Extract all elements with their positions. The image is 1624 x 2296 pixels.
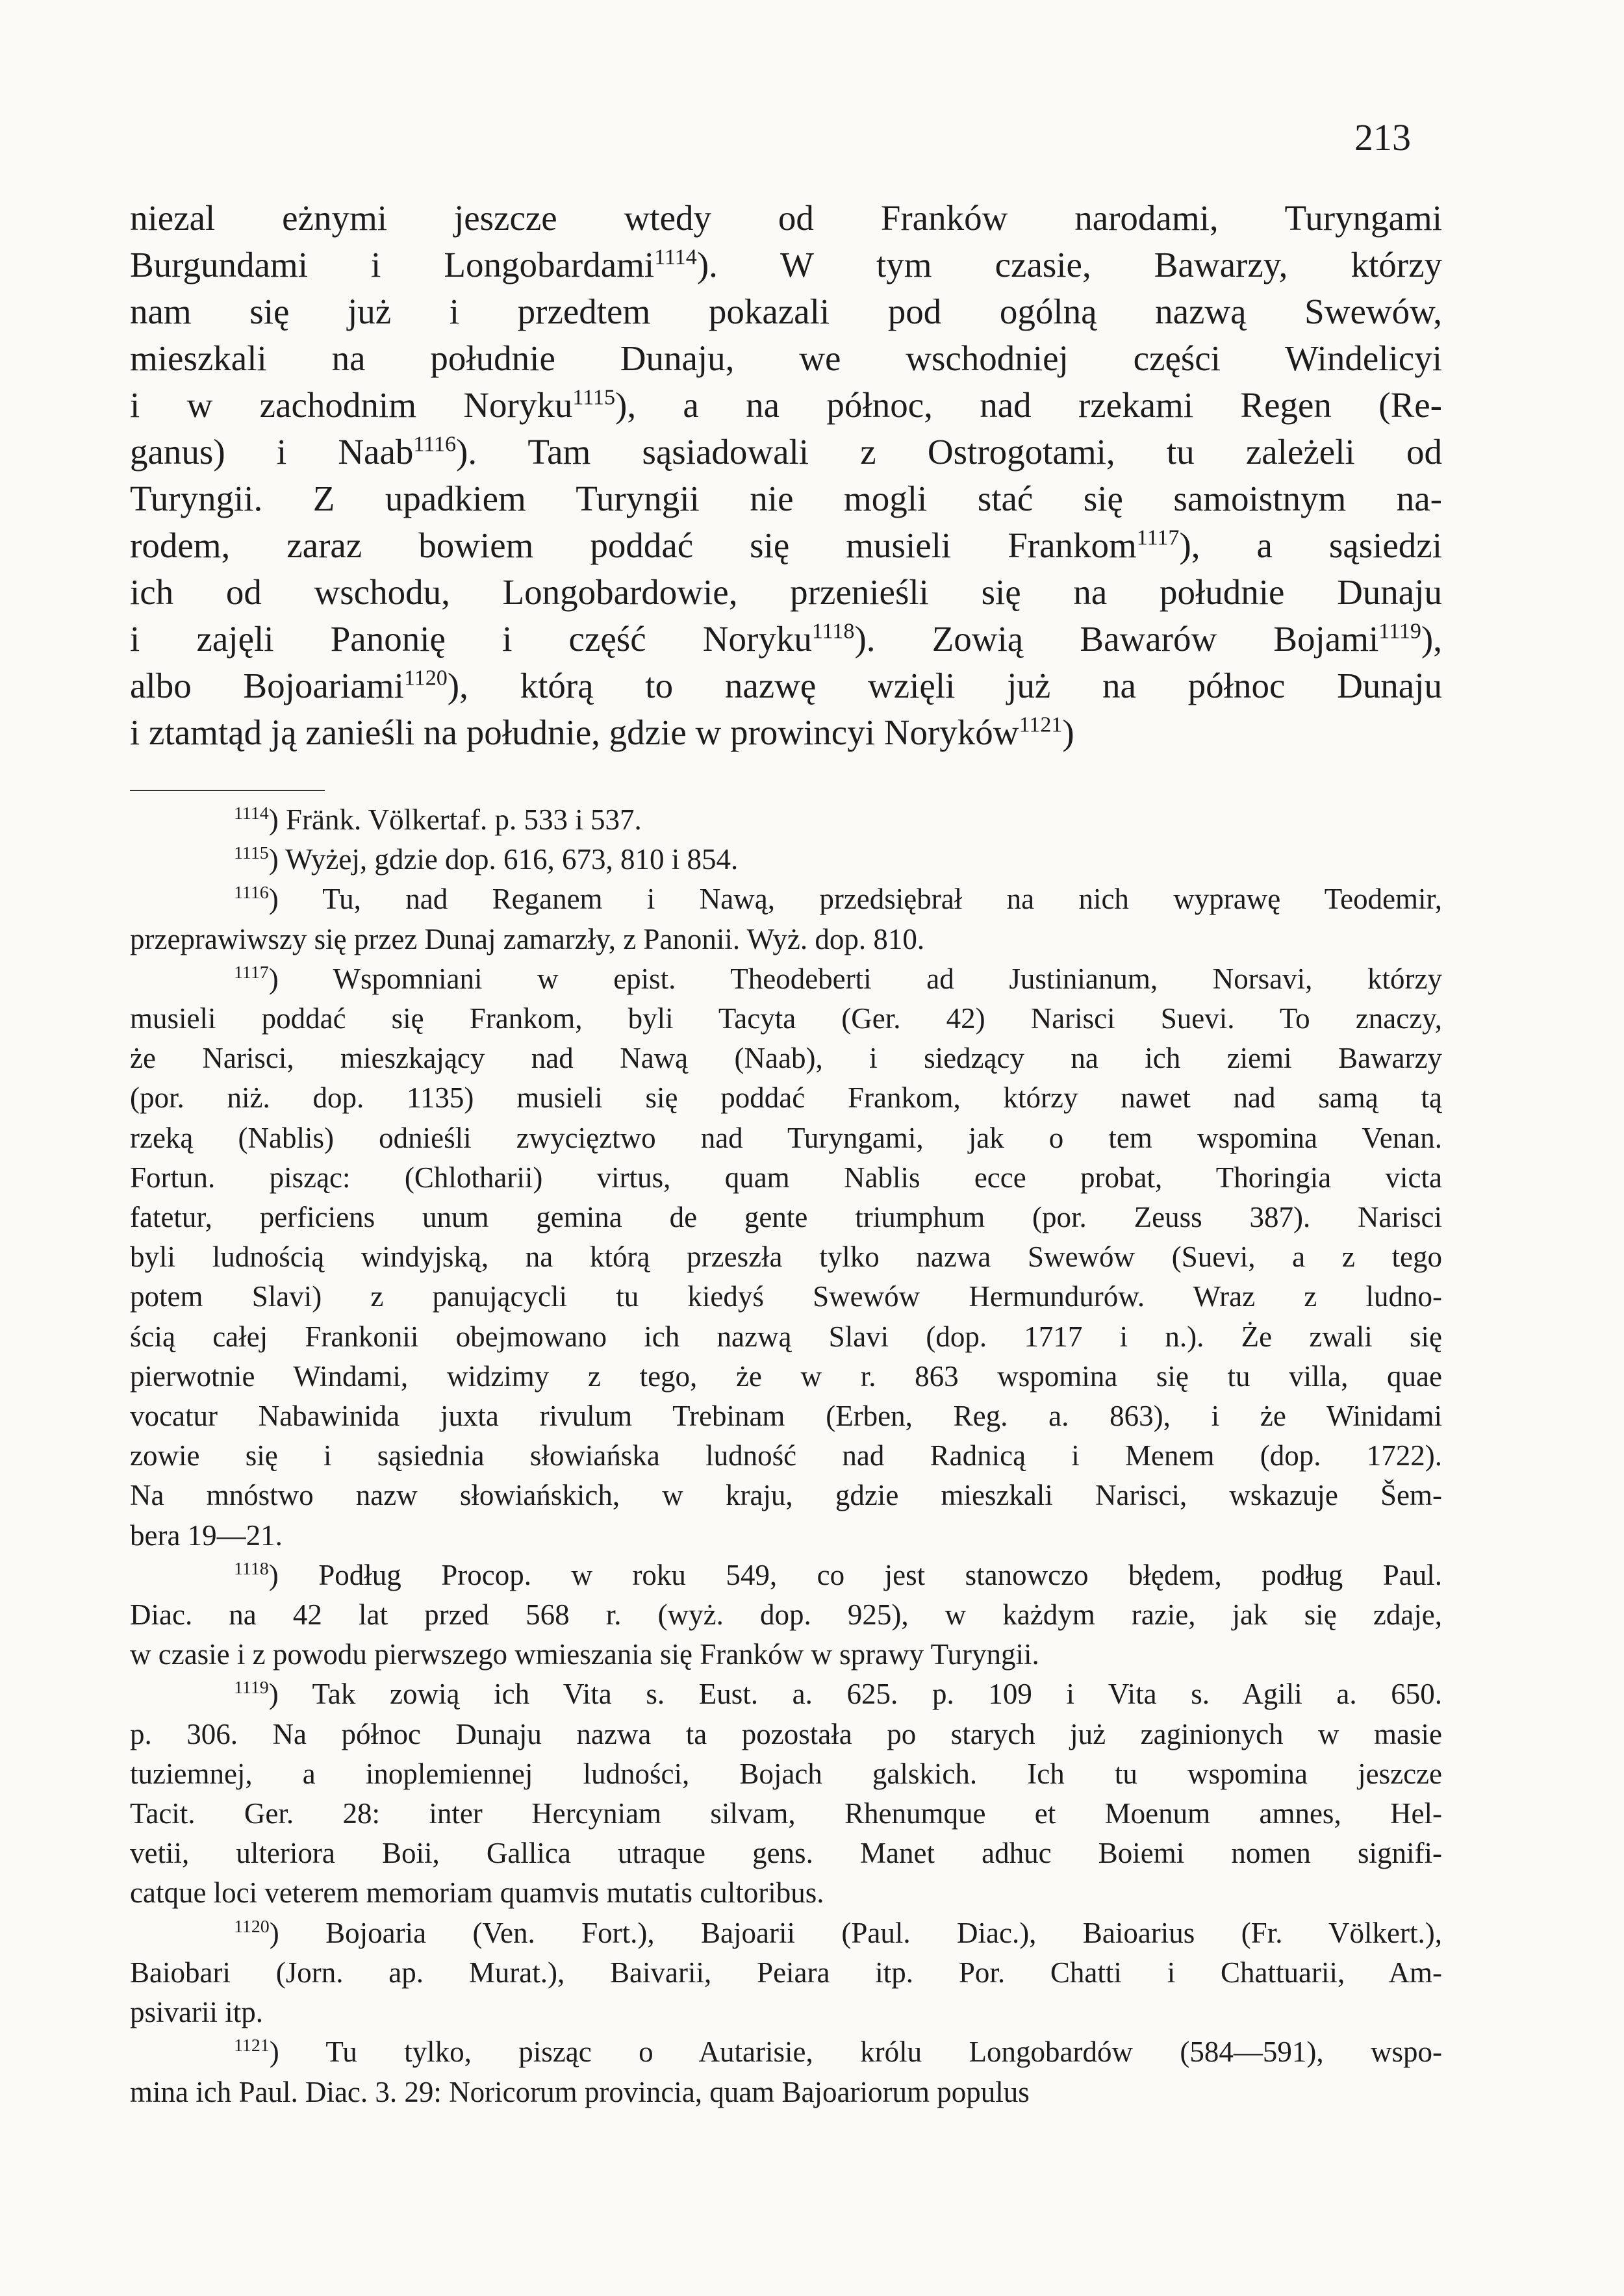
footnote-1117 xyxy=(130,959,1442,1556)
text-segment: ich od wschodu, Longobardowie, przenieśli się na południe Dunaju xyxy=(130,572,1442,612)
footnote-text: byli ludnością windyjską, na którą przeszła tylko nazwa Swewów (Suevi, a z tego xyxy=(130,1241,1442,1274)
footnote-line xyxy=(130,1436,1442,1476)
footnote-text: vocatur Nabawinida juxta rivulum Trebinam (Erben, Reg. a. 863), i że Winidami xyxy=(130,1400,1442,1433)
footnote-text: Baiobari (Jorn. ap. Murat.), Baivarii, Peiara itp. Por. Chatti i Chattuarii, Am- xyxy=(130,1956,1442,1989)
footnote-line xyxy=(130,800,1442,840)
footnote-text: (por. niż. dop. 1135) musieli się poddać Frankom, którzy nawet nad samą tą xyxy=(130,1081,1442,1115)
text-segment: ), xyxy=(1421,619,1442,659)
footnote-line xyxy=(130,1794,1442,1834)
footnote-divider xyxy=(130,790,325,791)
footnote-1119 xyxy=(130,1674,1442,1913)
footnote-line xyxy=(130,1039,1442,1078)
footnote-number: 1119 xyxy=(234,1678,269,1698)
main-text-line xyxy=(130,616,1442,662)
main-text-line xyxy=(130,522,1442,569)
text-segment: nam się już i przedtem pokazali pod ogólną nazwą Swewów, xyxy=(130,292,1442,331)
footnote-reference: 1119 xyxy=(1378,619,1421,644)
main-text-line xyxy=(130,662,1442,709)
text-segment: mieszkali na południe Dunaju, we wschodniej części Windelicyi xyxy=(130,338,1442,378)
text-segment: ), a na północ, nad rzekami Regen (Re- xyxy=(615,385,1442,425)
footnote-text: ) Tu, nad Reganem i Nawą, przedsiębrał na nich wyprawę Teodemir, xyxy=(268,883,1442,916)
footnote-number: 1115 xyxy=(234,843,269,864)
footnote-text: rzeką (Nablis) odnieśli zwycięztwo nad Turyngami, jak o tem wspomina Venan. xyxy=(130,1121,1442,1154)
footnote-reference: 1116 xyxy=(413,432,457,457)
footnote-reference: 1117 xyxy=(1136,525,1180,550)
footnote-text: ) Wspomniani w epist. Theodeberti ad Justinianum, Norsavi, którzy xyxy=(268,962,1442,995)
main-text-line xyxy=(130,382,1442,429)
main-text-line xyxy=(130,709,1442,756)
footnote-line xyxy=(130,1357,1442,1396)
footnote-1116 xyxy=(130,879,1442,959)
footnote-number: 1116 xyxy=(234,883,269,903)
footnote-1114 xyxy=(130,800,1442,840)
footnote-text: Tacit. Ger. 28: inter Hercyniam silvam, Rhenumque et Moenum amnes, Hel- xyxy=(130,1797,1442,1830)
footnotes xyxy=(130,800,1442,2112)
main-text-line xyxy=(130,335,1442,382)
footnote-text: ) Wyżej, gdzie dop. 616, 673, 810 i 854. xyxy=(268,843,739,876)
footnote-reference: 1115 xyxy=(572,385,615,410)
footnote-1121 xyxy=(130,2032,1442,2112)
footnote-line xyxy=(130,1993,1442,2032)
footnote-number: 1120 xyxy=(234,1916,270,1937)
footnote-line xyxy=(130,1834,1442,1873)
text-segment: ). W tym czasie, Bawarzy, którzy xyxy=(696,245,1442,284)
footnote-line xyxy=(130,1396,1442,1436)
footnote-1118 xyxy=(130,1556,1442,1675)
footnote-line xyxy=(130,2073,1442,2112)
text-segment: Turyngii. Z upadkiem Turyngii nie mogli stać się samoistnym na- xyxy=(130,479,1442,518)
footnote-text: że Narisci, mieszkający nad Nawą (Naab), i siedzący na ich ziemi Bawarzy xyxy=(130,1042,1442,1075)
main-text-line xyxy=(130,429,1442,475)
footnote-line xyxy=(130,1913,1442,1953)
footnote-line xyxy=(130,959,1442,999)
footnote-text: Fortun. pisząc: (Chlotharii) virtus, quam Nablis ecce probat, Thoringia victa xyxy=(130,1161,1442,1194)
main-text-line xyxy=(130,242,1442,288)
footnote-reference: 1118 xyxy=(811,619,855,644)
text-segment: ) xyxy=(1062,713,1074,752)
footnote-text: ) Podług Procop. w roku 549, co jest stanowczo błędem, podług Paul. xyxy=(268,1558,1442,1591)
footnote-text: potem Slavi) z panującycli tu kiedyś Swewów Hermundurów. Wraz z ludno- xyxy=(130,1280,1442,1313)
main-text-line xyxy=(130,288,1442,335)
footnote-text: catque loci veterem memoriam quamvis mutatis cultoribus. xyxy=(130,1876,824,1910)
footnote-text: ) Fränk. Völkertaf. p. 533 i 537. xyxy=(268,803,642,836)
footnote-line xyxy=(130,1317,1442,1357)
footnote-line xyxy=(130,1953,1442,1993)
footnote-line xyxy=(130,840,1442,879)
text-segment: ), a sąsiedzi xyxy=(1179,525,1442,565)
main-text-line xyxy=(130,569,1442,616)
main-text-line xyxy=(130,475,1442,522)
footnote-line xyxy=(130,920,1442,959)
text-segment: i ztamtąd ją zanieśli na południe, gdzie w prowincyi Noryków xyxy=(130,713,1019,752)
footnote-line xyxy=(130,1078,1442,1118)
footnote-number: 1114 xyxy=(234,803,269,824)
footnote-line xyxy=(130,879,1442,919)
footnote-text: Diac. na 42 lat przed 568 r. (wyż. dop. 925), w każdym razie, jak się zdaje, xyxy=(130,1598,1442,1632)
text-segment: ), którą to nazwę wzięli już na północ Dunaju xyxy=(447,666,1442,705)
footnote-text: musieli poddać się Frankom, byli Tacyta (Ger. 42) Narisci Suevi. To znaczy, xyxy=(130,1002,1442,1035)
footnote-text: tuziemnej, a inoplemiennej ludności, Bojach galskich. Ich tu wspomina jeszcze xyxy=(130,1757,1442,1790)
footnote-text: ) Bojoaria (Ven. Fort.), Bajoarii (Paul. Diac.), Baioarius (Fr. Völkert.), xyxy=(269,1916,1442,1949)
footnote-text: p. 306. Na północ Dunaju nazwa ta pozostała po starych już zaginionych w masie xyxy=(130,1717,1442,1750)
footnote-line xyxy=(130,1516,1442,1556)
text-segment: ganus) i Naab xyxy=(130,432,414,472)
footnote-line xyxy=(130,999,1442,1039)
footnote-1115 xyxy=(130,840,1442,879)
text-segment: i zajęli Panonię i część Noryku xyxy=(130,619,812,659)
footnote-number: 1117 xyxy=(234,962,269,983)
footnote-text: vetii, ulteriora Boii, Gallica utraque gens. Manet adhuc Boiemi nomen signifi- xyxy=(130,1837,1442,1870)
footnote-text: ścią całej Frankonii obejmowano ich nazwą Slavi (dop. 1717 i n.). Że zwali się xyxy=(130,1320,1442,1353)
main-text xyxy=(130,195,1442,756)
footnote-line xyxy=(130,1277,1442,1317)
footnote-line xyxy=(130,1595,1442,1635)
footnote-line xyxy=(130,1158,1442,1198)
footnote-text: bera 19—21. xyxy=(130,1519,283,1552)
footnote-text: Na mnóstwo nazw słowiańskich, w kraju, gdzie mieszkali Narisci, wskazuje Šem- xyxy=(130,1479,1442,1512)
footnote-text: ) Tu tylko, pisząc o Autarisie, królu Longobardów (584—591), wspo- xyxy=(269,2036,1442,2069)
footnote-text: fatetur, perficiens unum gemina de gente triumphum (por. Zeuss 387). Narisci xyxy=(130,1201,1442,1234)
footnote-text: pierwotnie Windami, widzimy z tego, że w r. 863 wspomina się tu villa, quae xyxy=(130,1359,1442,1393)
text-segment: i w zachodnim Noryku xyxy=(130,385,573,425)
footnote-1120 xyxy=(130,1913,1442,2033)
footnote-line xyxy=(130,1754,1442,1794)
main-text-line xyxy=(130,195,1442,242)
footnote-reference: 1114 xyxy=(654,245,697,270)
footnote-line xyxy=(130,1237,1442,1277)
text-segment: ). Zowią Bawarów Bojami xyxy=(854,619,1379,659)
footnote-text: zowie się i sąsiednia słowiańska ludność nad Radnicą i Menem (dop. 1722). xyxy=(130,1439,1442,1472)
footnote-text: psivarii itp. xyxy=(130,1996,263,2029)
page-number: 213 xyxy=(1354,116,1411,158)
footnote-text: ) Tak zowią ich Vita s. Eust. a. 625. p. 109 i Vita s. Agili a. 650. xyxy=(268,1678,1442,1711)
footnote-text: mina ich Paul. Diac. 3. 29: Noricorum provincia, quam Bajoariorum populus xyxy=(130,2075,1030,2108)
text-segment: Burgundami i Longobardami xyxy=(130,245,655,284)
footnote-line xyxy=(130,1715,1442,1754)
footnote-line xyxy=(130,1635,1442,1674)
text-segment: rodem, zaraz bowiem poddać się musieli Frankom xyxy=(130,525,1137,565)
footnote-number: 1121 xyxy=(234,2036,270,2056)
footnote-text: przeprawiwszy się przez Dunaj zamarzły, z Panonii. Wyż. dop. 810. xyxy=(130,922,925,955)
footnote-line xyxy=(130,1476,1442,1515)
text-segment: ). Tam sąsiadowali z Ostrogotami, tu zależeli od xyxy=(456,432,1442,472)
footnote-reference: 1121 xyxy=(1019,713,1063,737)
footnote-line xyxy=(130,1873,1442,1913)
text-segment: niezal eżnymi jeszcze wtedy od Franków narodami, Turyngami xyxy=(130,198,1442,238)
footnote-reference: 1120 xyxy=(403,666,448,690)
footnote-line xyxy=(130,1674,1442,1714)
footnote-line xyxy=(130,1118,1442,1158)
text-segment: albo Bojoariami xyxy=(130,666,404,705)
footnote-number: 1118 xyxy=(234,1558,269,1579)
footnote-line xyxy=(130,2032,1442,2072)
footnote-text: w czasie i z powodu pierwszego wmieszania się Franków w sprawy Turyngii. xyxy=(130,1638,1039,1671)
footnote-line xyxy=(130,1198,1442,1237)
footnote-line xyxy=(130,1556,1442,1595)
